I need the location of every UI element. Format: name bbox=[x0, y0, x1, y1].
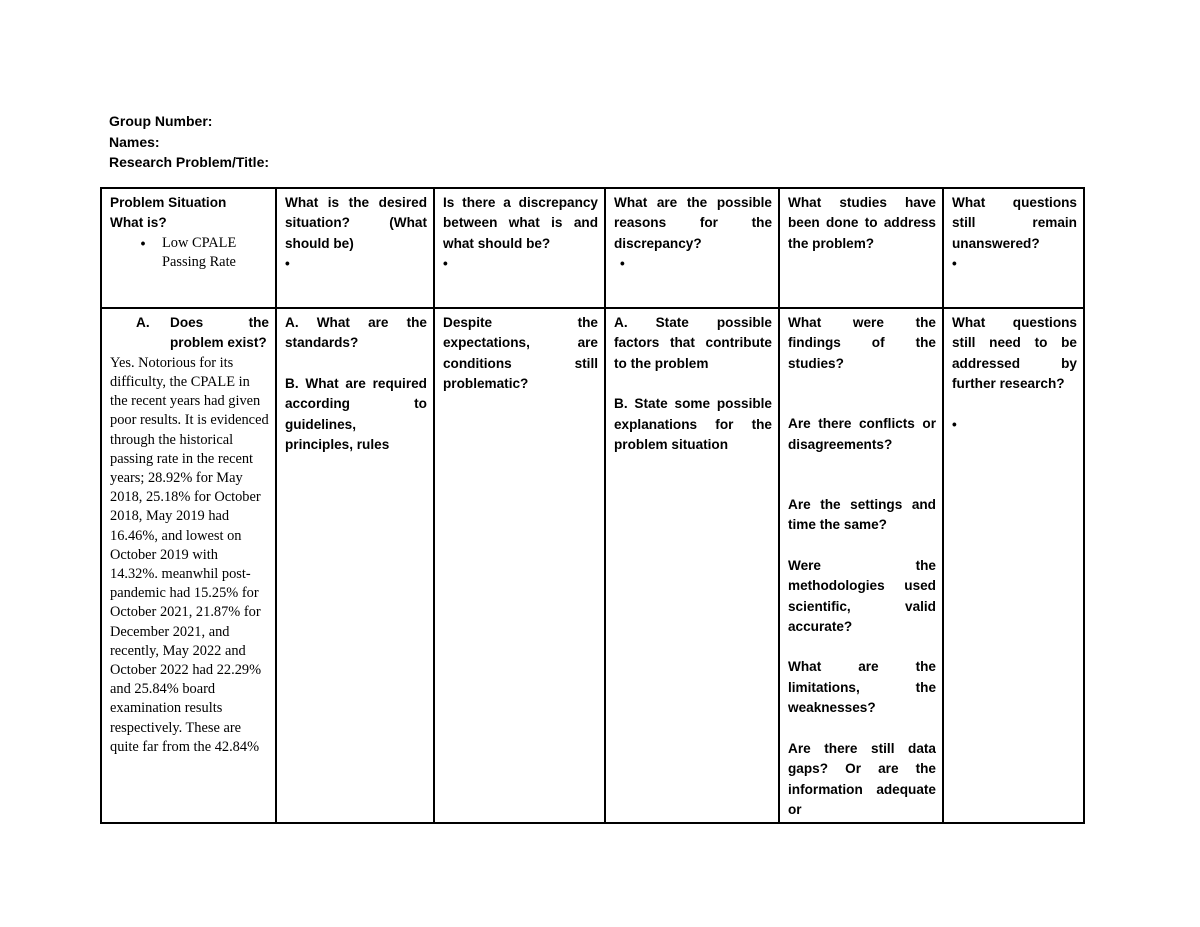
cell-despite-expectations bbox=[434, 308, 605, 823]
group-number-label: Group Number: bbox=[109, 113, 213, 129]
bullet-item bbox=[110, 234, 269, 272]
study-question-1: What were the findings of the studies? bbox=[788, 315, 936, 371]
possible-factors-a: A. State possible factors that contribute to the problem bbox=[614, 315, 772, 371]
header-problem-situation: Problem Situation bbox=[110, 195, 227, 210]
spacer bbox=[788, 637, 936, 657]
spacer bbox=[614, 374, 772, 394]
bullet-icon: • bbox=[443, 256, 448, 272]
header-desired-situation: What is the desired situation? (What should be) bbox=[285, 195, 427, 251]
research-problem-label: Research Problem/Title: bbox=[109, 154, 270, 170]
standards-question-a: A. What are the standards? bbox=[285, 315, 427, 351]
question-letter: A. bbox=[136, 315, 150, 330]
document-header bbox=[109, 111, 269, 173]
bullet-icon: • bbox=[952, 256, 957, 272]
study-question-4: Were the methodologies used scientific, valid accurate? bbox=[788, 557, 936, 635]
spacer bbox=[788, 536, 936, 556]
header-possible-reasons: What are the possible reasons for the discrepancy? bbox=[614, 195, 772, 251]
cell-standards bbox=[276, 308, 434, 823]
header-discrepancy: Is there a discrepancy between what is and what should be? bbox=[443, 195, 598, 251]
question-text: Does the problem exist? bbox=[170, 315, 269, 351]
possible-factors-b: B. State some possible explanations for the problem situation bbox=[614, 396, 772, 453]
header-cell-studies-done bbox=[779, 188, 943, 308]
spacer bbox=[788, 374, 936, 414]
question-problem-exists bbox=[110, 313, 269, 354]
bullet-text: Low CPALE Passing Rate bbox=[162, 234, 237, 271]
header-studies-done: What studies have been done to address the problem? bbox=[788, 195, 936, 251]
study-question-6: Are there still data gaps? Or are the information adequate or bbox=[788, 740, 936, 817]
bullet-icon: • bbox=[952, 416, 957, 432]
bullet-icon: • bbox=[285, 256, 290, 272]
further-research-text: What questions still need to be addressed by further research? bbox=[952, 315, 1077, 392]
despite-expectations-text: Despite the expectations, are conditions still problematic? bbox=[443, 315, 598, 392]
study-question-2: Are there conflicts or disagreements? bbox=[788, 416, 936, 452]
research-problem-table bbox=[100, 187, 1085, 824]
cell-study-questions bbox=[779, 308, 943, 823]
study-question-5: What are the limitations, the weaknesses? bbox=[788, 659, 936, 716]
header-cell-questions-unanswered bbox=[943, 188, 1084, 308]
names-label: Names: bbox=[109, 133, 160, 150]
answer-text: Yes. Notorious for its difficulty, the CPALE in the recent years had given poor results. It is evidenced through the historical passing rate in the recent years; 28.92% for May 2018, 25.18% for October 2018, May 2019 had 16.46%, and lowest on October 2019 with 14.32%. meanwhil post-pandemic had 15.25% for October 2021, 21.87% for December 2021, and recently, May 2022 and October 2022 had 22.29% and 25.84% board examination results respectively. These are quite far from the 42.84% bbox=[110, 354, 269, 755]
spacer bbox=[788, 455, 936, 495]
header-questions-unanswered: What questions still remain unanswered? bbox=[952, 195, 1077, 251]
bullet-icon: • bbox=[140, 235, 146, 251]
table-body-row bbox=[101, 308, 1084, 823]
study-question-3: Are the settings and time the same? bbox=[788, 497, 936, 533]
cell-possible-factors bbox=[605, 308, 779, 823]
header-cell-possible-reasons bbox=[605, 188, 779, 308]
standards-question-b: B. What are required according to guidelines, principles, rules bbox=[285, 375, 427, 453]
spacer bbox=[285, 354, 427, 374]
header-cell-discrepancy bbox=[434, 188, 605, 308]
table-header-row bbox=[101, 188, 1084, 308]
header-cell-desired-situation bbox=[276, 188, 434, 308]
cell-problem-exists bbox=[101, 308, 276, 823]
cell-further-research bbox=[943, 308, 1084, 823]
bullet-icon: • bbox=[620, 256, 625, 272]
header-cell-problem-situation bbox=[101, 188, 276, 308]
spacer bbox=[952, 395, 1077, 415]
spacer bbox=[788, 719, 936, 739]
header-what-is: What is? bbox=[110, 215, 167, 231]
